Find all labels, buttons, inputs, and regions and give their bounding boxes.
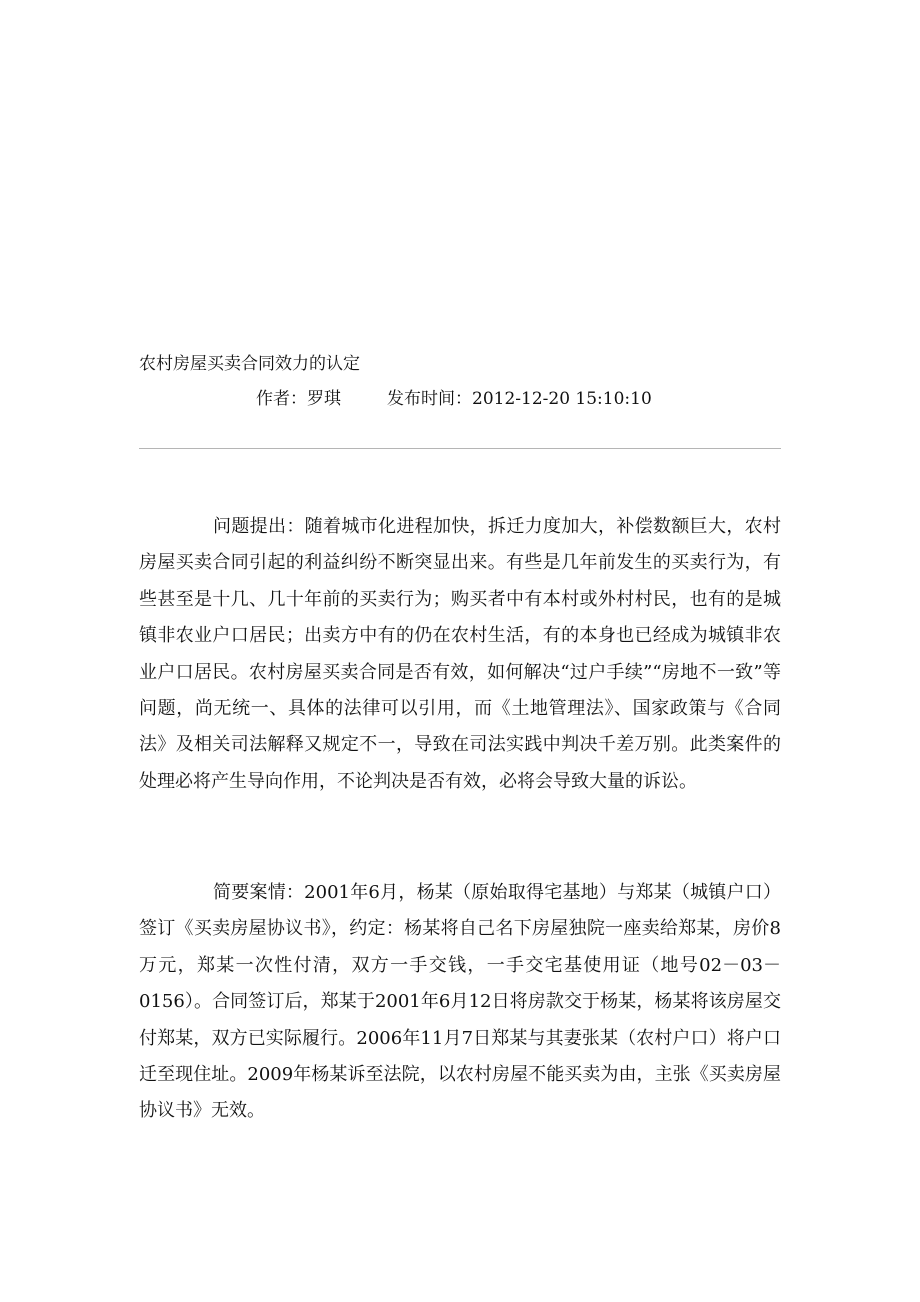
paragraph-case: 简要案情：2001年6月，杨某（原始取得宅基地）与郑某（城镇户口）签订《买卖房屋协议书》，约定：杨某将自己名下房屋独院一座卖给郑某，房价8万元，郑某一次性付清，双方一手交钱，一手交宅基使用证（地号02－03－0156）。合同签订后，郑某于2001年6月12日将房款交于杨某，杨某将该房屋交付郑某，双方已实际履行。2006年11月7日郑某与其妻张某（农村户口）将户口迁至现住址。2009年杨某诉至法院，以农村房屋不能买卖为由，主张《买卖房屋协议书》无效。: [139, 882, 781, 1122]
document-meta: [256, 387, 652, 411]
author-label: 作者：罗琪: [256, 389, 341, 409]
document-title: 农村房屋买卖合同效力的认定: [139, 354, 360, 374]
paragraph-problem: 问题提出：随着城市化进程加快，拆迁力度加大，补偿数额巨大，农村房屋买卖合同引起的利益纠纷不断突显出来。有些是几年前发生的买卖行为，有些甚至是十几、几十年前的买卖行为；购买者中有本村或外村村民，也有的是城镇非农业户口居民；出卖方中有的仍在农村生活，有的本身也已经成为城镇非农业户口居民。农村房屋买卖合同是否有效，如何解决“过户手续”“房地不一致”等问题，尚无统一、具体的法律可以引用，而《土地管理法》、国家政策与《合同法》及相关司法解释又规定不一，导致在司法实践中判决千差万别。此类案件的处理必将产生导向作用，不论判决是否有效，必将会导致大量的诉讼。: [139, 516, 781, 792]
publish-time-label: 发布时间：2012-12-20 15:10:10: [387, 389, 652, 409]
title-divider: [139, 448, 781, 449]
